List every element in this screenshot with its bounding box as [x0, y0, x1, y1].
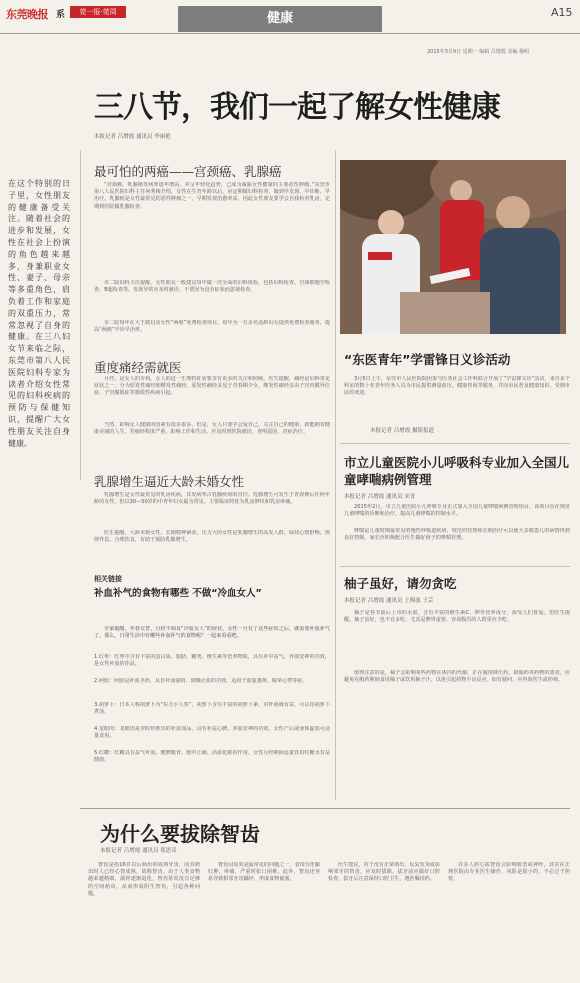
- section-body: 市二院每年在大王镇启动女性“两癌”免费检查项目，每年为一万多名适龄妇女提供免费检查服务，提高“两癌”早诊早治率。: [94, 320, 330, 334]
- section-body: 月经，是女人的专利。女人的这一生理特征需要享有更多的关注和照顾。医生提醒，痛经是妇科常见症状之一，分为原发性痛经和继发性痛经。原发性痛经多见于青春期少女，继发性痛经多由子宫内膜异位症、子宫腺肌症等器质性疾病引起。: [94, 376, 330, 397]
- section-title: 重度痛经需就医: [94, 360, 182, 375]
- page-number: A15: [551, 6, 573, 19]
- bottom-column: 许多人担心拔智齿会影响脸型或神经，其实在正规医院由专业医生操作，风险是很小的，不必过于担忧。: [448, 862, 570, 883]
- news-body: 3月5日上午，东莞市人民医院院团委与医务社会工作科联合开展了“学雷锋义诊”活动，来自多个科室的数十名青年医务人员为市民提供测量血压、健康咨询等服务，并向市民普及健康知识，受到市民的欢迎。: [344, 376, 570, 397]
- news-title: 柚子虽好，请勿贪吃: [344, 576, 457, 591]
- bottom-column: 智齿冠周炎是最常见的问题之一，表现为牙龈红肿、疼痛，严重时张口困难。此外，智齿还容易导致相邻牙齿龋坏，形成食物嵌塞。: [208, 862, 320, 883]
- logo-suffix: 系: [56, 10, 66, 20]
- related-title: 补血补气的食物有哪些 不做“冷血女人”: [94, 588, 262, 599]
- bottom-column: 医生建议，对于没有正常萌出、反复发炎或影响邻牙的智齿，应及时拔除。拔牙前应做好口腔检查，拔牙后注意保持口腔卫生，遵医嘱用药。: [328, 862, 440, 883]
- main-headline: 三八节，我们一起了解女性健康: [94, 90, 500, 125]
- related-item: 3.胡萝卜：日本人称胡萝卜为“东方小人参”，胡萝卜含有丰富的胡萝卜素，对补血极有益，可以用胡萝卜煮汤。: [94, 702, 330, 716]
- news-title: “东医青年”学雷锋日义诊活动: [344, 352, 511, 367]
- news-body: 哮喘是儿童时期最常见的慢性呼吸道疾病，规范的管理和长期治疗可以使大多数患儿的病情得到良好控制，家长应积极配合医生做好孩子的哮喘管理。: [344, 528, 570, 542]
- related-tag: 相关链接: [94, 575, 122, 583]
- bottom-column: 智齿是指16岁以后萌出的成熟牙齿，因其萌出时人已经心智成熟，故称智齿。由于人类食物越来越精细，颌骨逐渐退化，智齿常常没有足够的空间萌出，从而形成阻生智齿，引起各种问题。: [88, 862, 200, 897]
- section-body: 当然，影响女人健康的因素有很多很多，但是，女人只要学会爱自己，关注自己的健康，就能拥有健康美丽的人生。若痛经程度严重，影响工作和生活，应及时到医院就诊，查明原因，对症治疗。: [94, 422, 330, 436]
- related-item: 1.红枣：红枣中含有丰富的蛋白质、脂肪、糖类、维生素等营养物质，具有补中益气、养血安神的功效，是女性补血的佳品。: [94, 654, 330, 668]
- newspaper-logo: 东莞晚报: [6, 8, 48, 21]
- bottom-byline: 本报记者 吕增霞 通讯员 郑思奇: [100, 848, 177, 854]
- section-body: 医生提醒，大龄未婚女性、长期精神紧张、压力大的女性是乳腺增生的高发人群。保持心情舒畅、规律作息、合理饮食，有助于预防乳腺增生。: [94, 530, 330, 544]
- related-intro: 专家提醒，冬春交替，月经不调及“冷血女人”的症状，女性一旦有了这些症状之后，就需要补血补气了，那么，日常生活中有哪些补血补气的食物呢？一起来看看吧。: [94, 626, 330, 640]
- news-byline: 本报记者 吕增霞 摄影报道: [370, 428, 434, 434]
- bottom-headline: 为什么要拔除智齿: [100, 822, 260, 846]
- bottom-divider: [80, 808, 570, 809]
- news-byline: 本报记者 吕增霞 通讯员 王梅波 王芸: [344, 598, 434, 604]
- news-title: 市立儿童医院小儿呼吸科专业加入全国儿童哮喘病例管理: [344, 455, 570, 487]
- news-body: 柚子是春节前后上市的水果，含有丰富的维生素C、钾等营养成分，深受人们喜爱。但医生提醒，柚子虽好，也不宜多吃，尤其是脾胃虚寒、容易腹泻的人群更应少吃。: [344, 610, 570, 624]
- news-body: 值得注意的是，柚子会影响某些药物在体内的代谢，正在服用降压药、降脂药等药物的患者，应避免在服药期间食用柚子或饮用柚子汁，以免引起药物不良反应。如有疑问，应咨询医生或药师。: [344, 670, 570, 684]
- news-divider: [340, 566, 570, 567]
- related-item: 5.红糖：红糖具有益气补血、健脾暖胃、缓中止痛、活血化瘀的作用，女性月经期间适量饮用红糖水有益健康。: [94, 750, 330, 764]
- lead-paragraph: 在这个特别的日子里，女性朋友的健康备受关注。随着社会的进步和发展，女性在社会上扮演的角色越来越多，身兼职业女性、妻子、母亲等多重角色，肩负着工作和家庭的双重压力，常常忽视了自身的健康。在三八妇女节来临之际，东莞市第八人民医院妇科专家为读者介绍女性常见的妇科疾病的预防与保健知识，提醒广大女性朋友关注自身健康。: [8, 179, 70, 448]
- section-title: 最可怕的两癌——宫颈癌、乳腺癌: [94, 164, 282, 179]
- news-byline: 本报记者 吕增霞 通讯员 宋青: [344, 494, 416, 500]
- section-body: “宫颈癌、乳腺癌发病率逐年增高，并呈年轻化趋势，已成为威胁女性健康的主要恶性肿瘤。”东莞市第八人民医院妇科主任何秀梅介绍，女性在生育年龄以后，应定期做妇科检查，做到早发现、早诊断、早治疗。乳腺癌是女性最常见的恶性肿瘤之一，早期发现治愈率高，因此女性朋友要学会自我检查乳房，定期到医院做乳腺检查。: [94, 182, 330, 210]
- section-tab: 健康: [178, 6, 382, 32]
- related-item: 4.龙眼肉：龙眼肉是李时珍推崇的补血食品，具有补益心脾、养血安神的功效，女性产后或身体虚弱可适量食用。: [94, 726, 330, 740]
- dateline: 2015年3月9日 星期一 编辑 吕增霞 美编 杨明: [427, 49, 530, 55]
- news-body: 2015年2月，市立儿童医院小儿呼吸专业正式加入全国儿童哮喘病例管理项目。该项目旨在规范儿童哮喘的诊断和治疗，提高儿童哮喘的控制水平。: [344, 504, 570, 518]
- event-photo: [340, 160, 566, 334]
- header-rule: [0, 33, 580, 34]
- logo-subtitle: 莞一报·莞周: [70, 6, 126, 18]
- section-title: 乳腺增生逼近大龄未婚女性: [94, 474, 245, 489]
- news-divider: [340, 443, 570, 444]
- section-body: 乳腺增生是女性最常见的乳房疾病，其发病率占乳腺疾病的首位。乳腺增生可发生于青春期后任何年龄的女性，但以30—50岁的中青年妇女最为常见。主要临床特征为乳房肿块和乳房疼痛。: [94, 492, 330, 506]
- related-item: 2.阿胶：阿胶是补血圣药，具有补血滋阴、润燥止血的功效，适用于血虚萎黄、眩晕心悸等症。: [94, 678, 308, 684]
- column-divider: [335, 150, 336, 800]
- section-body: 市二院妇科主任提醒，女性朋友一般建议每年做一次全面的妇科体检，包括妇科检查、宫颈细胞学检查、B超检查等。发现异常应及时就诊，不要因为没有症状而忽视检查。: [94, 280, 330, 294]
- column-divider: [80, 150, 81, 480]
- byline: 本报记者 吕增霞 通讯员 李丽艳: [94, 134, 171, 140]
